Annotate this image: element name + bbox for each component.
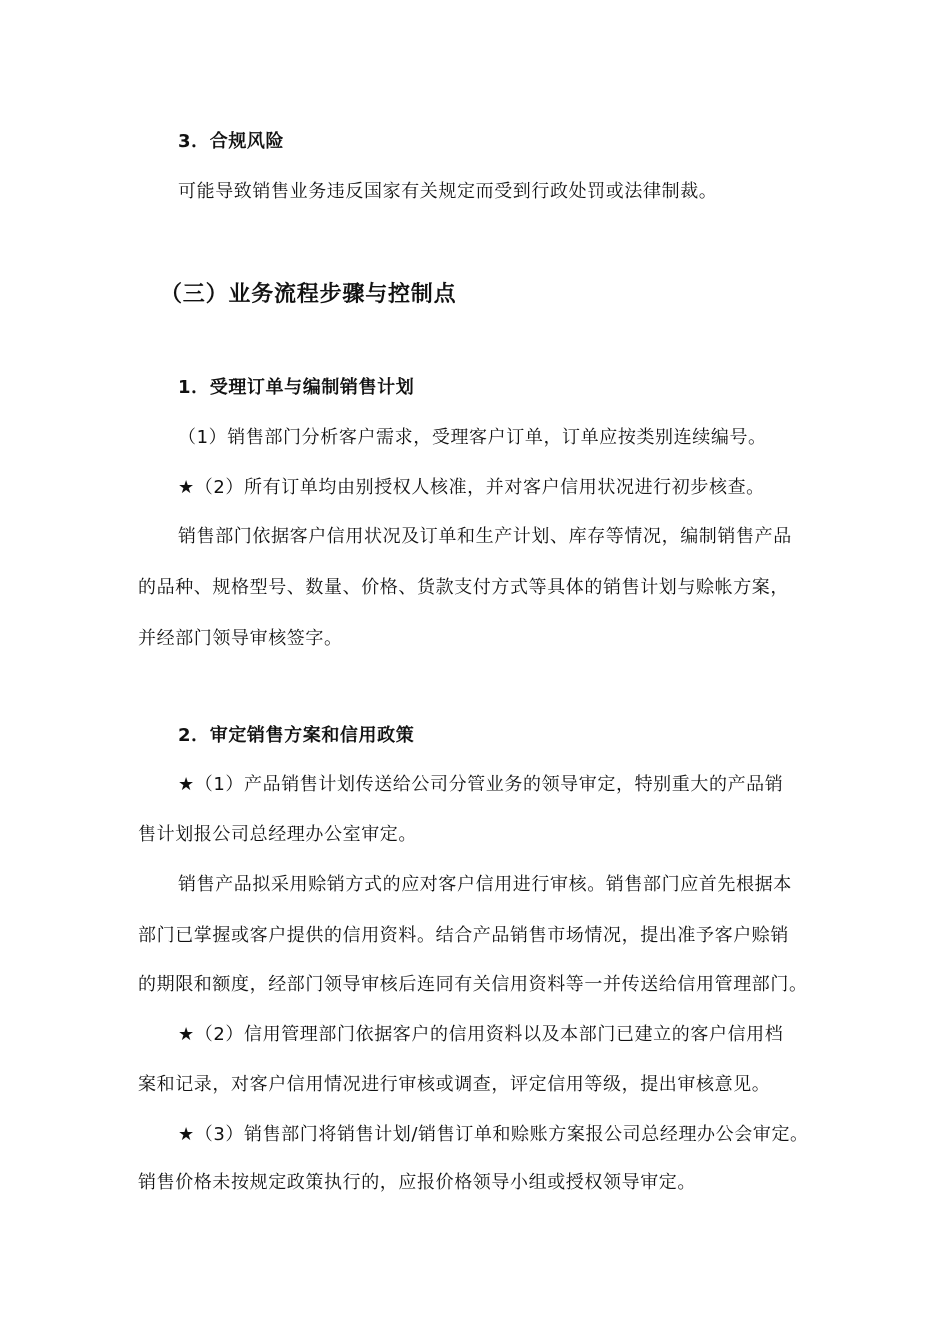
heading-compliance-risk: 3．合规风险 [178,131,285,152]
step2-paragraph-line: 部门已掌握或客户提供的信用资料。结合产品销售市场情况，提出准予客户赊销 [138,925,789,946]
step1-paragraph-line: 销售部门依据客户信用状况及订单和生产计划、库存等情况，编制销售产品 [178,526,792,547]
step2-item-2-line: 案和记录，对客户信用情况进行审核或调查，评定信用等级，提出审核意见。 [138,1074,771,1095]
step2-item-3-line: 销售价格未按规定政策执行的，应报价格领导小组或授权领导审定。 [138,1172,696,1193]
step2-item-1-line: 售计划报公司总经理办公室审定。 [138,824,417,845]
heading-step-1: 1．受理订单与编制销售计划 [178,377,415,398]
step1-item-2: ★（2）所有订单均由别授权人核准，并对客户信用状况进行初步核查。 [178,477,765,498]
heading-step-2: 2．审定销售方案和信用政策 [178,725,415,746]
step1-item-1: （1）销售部门分析客户需求，受理客户订单，订单应按类别连续编号。 [178,427,767,448]
paragraph-compliance-risk: 可能导致销售业务违反国家有关规定而受到行政处罚或法律制裁。 [178,181,718,202]
section-title: （三）业务流程步骤与控制点 [160,282,457,307]
step1-paragraph-line: 的品种、规格型号、数量、价格、货款支付方式等具体的销售计划与赊帐方案， [138,577,789,598]
step2-paragraph-line: 的期限和额度，经部门领导审核后连同有关信用资料等一并传送给信用管理部门。 [138,974,808,995]
step2-item-3-line: ★（3）销售部门将销售计划/销售订单和赊账方案报公司总经理办公会审定。 [178,1124,809,1145]
step1-paragraph-line: 并经部门领导审核签字。 [138,628,343,649]
step2-item-2-line: ★（2）信用管理部门依据客户的信用资料以及本部门已建立的客户信用档 [178,1024,784,1045]
step2-paragraph-line: 销售产品拟采用赊销方式的应对客户信用进行审核。销售部门应首先根据本 [178,874,792,895]
step2-item-1-line: ★（1）产品销售计划传送给公司分管业务的领导审定，特别重大的产品销 [178,774,784,795]
